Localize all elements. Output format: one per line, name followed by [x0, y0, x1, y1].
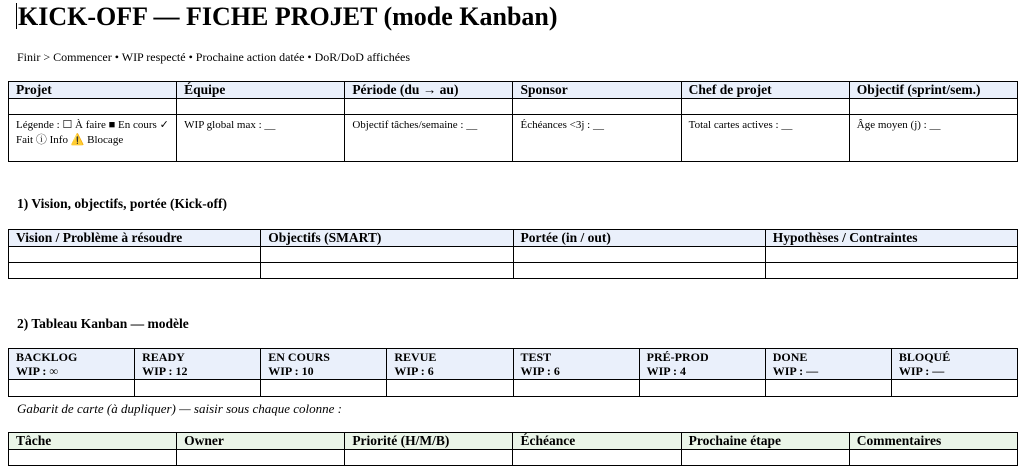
cell-equipe[interactable] — [177, 99, 345, 115]
cell-prochaine-etape[interactable] — [681, 450, 849, 466]
kanban-column-bloque: BLOQUÉ WIP : — — [891, 349, 1017, 380]
kanban-table — [8, 348, 1018, 397]
header-projet: Projet — [9, 82, 177, 99]
doing-legend: ■ En cours — [108, 119, 157, 131]
vision-header-row — [9, 230, 1018, 247]
kanban-column-test: TEST WIP : 6 — [513, 349, 639, 380]
cell-portee[interactable] — [513, 247, 765, 263]
project-metrics-row — [9, 115, 1018, 162]
cell-portee[interactable] — [513, 263, 765, 279]
header-periode: Période (du → au) — [345, 82, 513, 99]
header-portee: Portée (in / out) — [513, 230, 765, 247]
todo-legend: ☐ À faire — [62, 119, 106, 131]
kanban-column-done: DONE WIP : — — [765, 349, 891, 380]
document-subtitle: Finir > Commencer • WIP respecté • Prochaine action datée • DoR/DoD affichées — [17, 50, 411, 64]
kanban-cell[interactable] — [135, 380, 261, 397]
kanban-card-row — [9, 380, 1018, 397]
info-legend: ⓘ Info — [35, 134, 68, 146]
metric-wip-global[interactable]: WIP global max : __ — [177, 115, 345, 162]
header-echeance: Échéance — [513, 433, 681, 450]
kanban-cell[interactable] — [387, 380, 513, 397]
header-chef-de-projet: Chef de projet — [681, 82, 849, 99]
card-input-row — [9, 450, 1018, 466]
header-prochaine-etape: Prochaine étape — [681, 433, 849, 450]
cell-commentaires[interactable] — [849, 450, 1017, 466]
project-input-row — [9, 99, 1018, 115]
cell-objectifs[interactable] — [261, 263, 513, 279]
kanban-column-revue: REVUE WIP : 6 — [387, 349, 513, 380]
cell-projet[interactable] — [9, 99, 177, 115]
header-owner: Owner — [177, 433, 345, 450]
kanban-column-pre-prod: PRÉ-PROD WIP : 4 — [639, 349, 765, 380]
done-legend: ✓ Fait — [16, 119, 169, 146]
kanban-column-ready: READY WIP : 12 — [135, 349, 261, 380]
document-title — [16, 2, 558, 32]
kanban-cell[interactable] — [765, 380, 891, 397]
kanban-cell[interactable] — [513, 380, 639, 397]
legend-cell: Légende : ☐ À faire ■ En cours ✓ Fait ⓘ Info ⚠️ Blocage — [9, 115, 177, 162]
header-hypotheses: Hypothèses / Contraintes — [765, 230, 1017, 247]
text-cursor — [16, 3, 17, 29]
kanban-cell[interactable] — [891, 380, 1017, 397]
document-title-text: KICK-OFF — FICHE PROJET (mode Kanban) — [18, 2, 558, 31]
cell-periode[interactable] — [345, 99, 513, 115]
kanban-cell[interactable] — [9, 380, 135, 397]
metric-echeances[interactable]: Échéances <3j : __ — [513, 115, 681, 162]
header-objectifs-smart: Objectifs (SMART) — [261, 230, 513, 247]
header-objectif: Objectif (sprint/sem.) — [849, 82, 1017, 99]
project-header-row — [9, 82, 1018, 99]
vision-row — [9, 247, 1018, 263]
cell-hypotheses[interactable] — [765, 263, 1017, 279]
cell-vision[interactable] — [9, 247, 261, 263]
vision-row — [9, 263, 1018, 279]
cell-sponsor[interactable] — [513, 99, 681, 115]
header-vision: Vision / Problème à résoudre — [9, 230, 261, 247]
project-info-table — [8, 81, 1018, 162]
header-tache: Tâche — [9, 433, 177, 450]
metric-total-cartes[interactable]: Total cartes actives : __ — [681, 115, 849, 162]
kanban-cell[interactable] — [639, 380, 765, 397]
card-template-note: Gabarit de carte (à dupliquer) — saisir sous chaque colonne : — [17, 401, 342, 416]
cell-tache[interactable] — [9, 450, 177, 466]
header-priorite: Priorité (H/M/B) — [345, 433, 513, 450]
header-commentaires: Commentaires — [849, 433, 1017, 450]
kanban-header-row — [9, 349, 1018, 380]
section2-title: 2) Tableau Kanban — modèle — [17, 316, 189, 331]
cell-objectif[interactable] — [849, 99, 1017, 115]
cell-objectifs[interactable] — [261, 247, 513, 263]
kanban-cell[interactable] — [261, 380, 387, 397]
kanban-column-en-cours: EN COURS WIP : 10 — [261, 349, 387, 380]
blocked-legend: Blocage — [87, 134, 124, 146]
warning-icon: ⚠️ — [70, 134, 85, 146]
header-equipe: Équipe — [177, 82, 345, 99]
metric-age-moyen[interactable]: Âge moyen (j) : __ — [849, 115, 1017, 162]
section1-title: 1) Vision, objectifs, portée (Kick-off) — [17, 196, 227, 211]
metric-objectif-taches[interactable]: Objectif tâches/semaine : __ — [345, 115, 513, 162]
card-template-table — [8, 432, 1018, 466]
cell-hypotheses[interactable] — [765, 247, 1017, 263]
cell-priorite[interactable] — [345, 450, 513, 466]
vision-table — [8, 229, 1018, 279]
card-header-row — [9, 433, 1018, 450]
header-sponsor: Sponsor — [513, 82, 681, 99]
cell-owner[interactable] — [177, 450, 345, 466]
cell-vision[interactable] — [9, 263, 261, 279]
cell-echeance[interactable] — [513, 450, 681, 466]
kanban-column-backlog: BACKLOG WIP : ∞ — [9, 349, 135, 380]
cell-chef-de-projet[interactable] — [681, 99, 849, 115]
